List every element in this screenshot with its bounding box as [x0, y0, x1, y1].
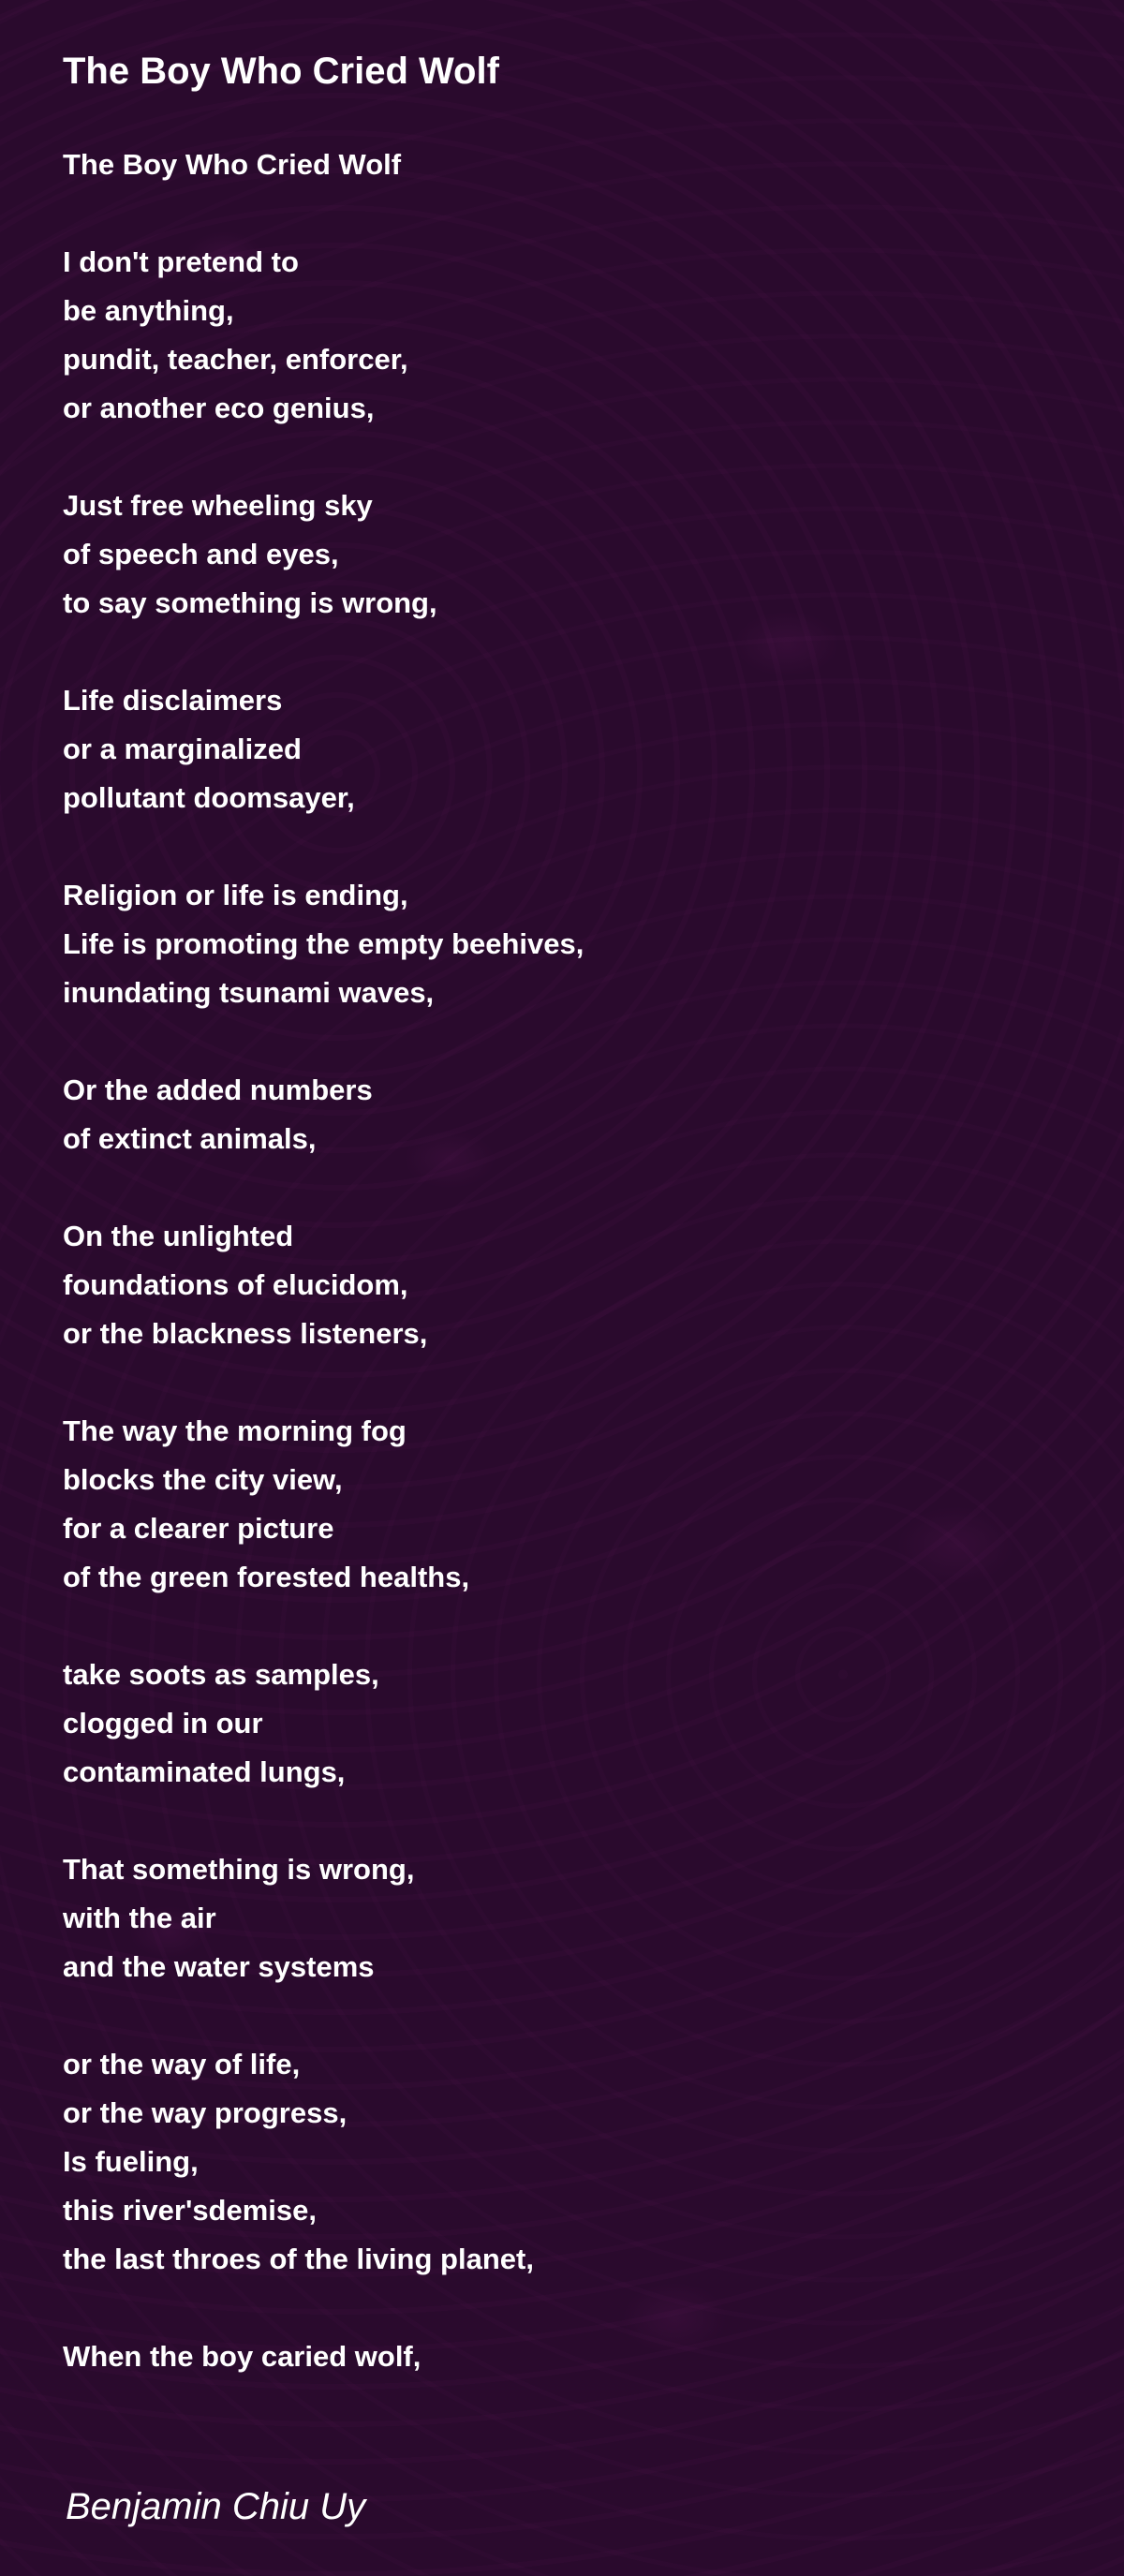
poem-stanza	[63, 1651, 1074, 1797]
poem-line: That something is wrong,	[63, 1853, 415, 1886]
poem-line: Life is promoting the empty beehives,	[63, 927, 584, 960]
poem-stanza	[63, 676, 1074, 822]
poem-body	[63, 141, 1074, 2430]
poem-stanza	[63, 1212, 1074, 1358]
poem-line: On the unlighted	[63, 1220, 294, 1252]
poem-stanza	[63, 871, 1074, 1017]
poem-line: with the air	[63, 1902, 216, 1934]
poem-line: to say something is wrong,	[63, 586, 437, 619]
poem-stanza	[63, 2040, 1074, 2284]
poem-author: Benjamin Chiu Uy	[66, 2486, 366, 2527]
poem-stanza	[63, 2332, 1074, 2381]
poem-line: the last throes of the living planet,	[63, 2243, 534, 2275]
poem-line: Is fueling,	[63, 2145, 199, 2178]
poem-line: Just free wheeling sky	[63, 489, 373, 522]
poem-line: inundating tsunami waves,	[63, 976, 435, 1009]
poem-stanza	[63, 1407, 1074, 1602]
poem-line: and the water systems	[63, 1950, 375, 1983]
poem-line: or another eco genius,	[63, 392, 375, 424]
poem-line: of extinct animals,	[63, 1122, 317, 1155]
poem-line: Religion or life is ending,	[63, 879, 408, 911]
poem-line: Life disclaimers	[63, 684, 283, 717]
poem-line: pollutant doomsayer,	[63, 781, 355, 814]
poem-stanza	[63, 481, 1074, 628]
poem-line: blocks the city view,	[63, 1463, 343, 1496]
poem-line: or the way of life,	[63, 2048, 301, 2080]
poem-line: of the green forested healths,	[63, 1561, 470, 1593]
poem-line: be anything,	[63, 294, 234, 327]
poem-stanza	[63, 1845, 1074, 1991]
poem-line: Or the added numbers	[63, 1073, 373, 1106]
poem-line: The Boy Who Cried Wolf	[63, 148, 402, 181]
poem-line: this river'sdemise,	[63, 2194, 318, 2227]
poem-title: The Boy Who Cried Wolf	[63, 51, 499, 92]
poem-line: or a marginalized	[63, 733, 302, 765]
poem-line: for a clearer picture	[63, 1512, 334, 1545]
poem-line: or the blackness listeners,	[63, 1317, 428, 1350]
poem-line: I don't pretend to	[63, 245, 299, 278]
poem-line: When the boy caried wolf,	[63, 2340, 422, 2373]
poem-line: or the way progress,	[63, 2096, 348, 2129]
poem-line: of speech and eyes,	[63, 538, 339, 570]
poem-line: The way the morning fog	[63, 1414, 407, 1447]
poem-stanza	[63, 238, 1074, 433]
poem-line: clogged in our	[63, 1707, 263, 1740]
poem-line: take soots as samples,	[63, 1658, 379, 1691]
poem-stanza	[63, 141, 1074, 189]
poem-stanza	[63, 1066, 1074, 1163]
poem-line: foundations of elucidom,	[63, 1268, 408, 1301]
poem-line: contaminated lungs,	[63, 1755, 346, 1788]
poem-line: pundit, teacher, enforcer,	[63, 343, 408, 376]
